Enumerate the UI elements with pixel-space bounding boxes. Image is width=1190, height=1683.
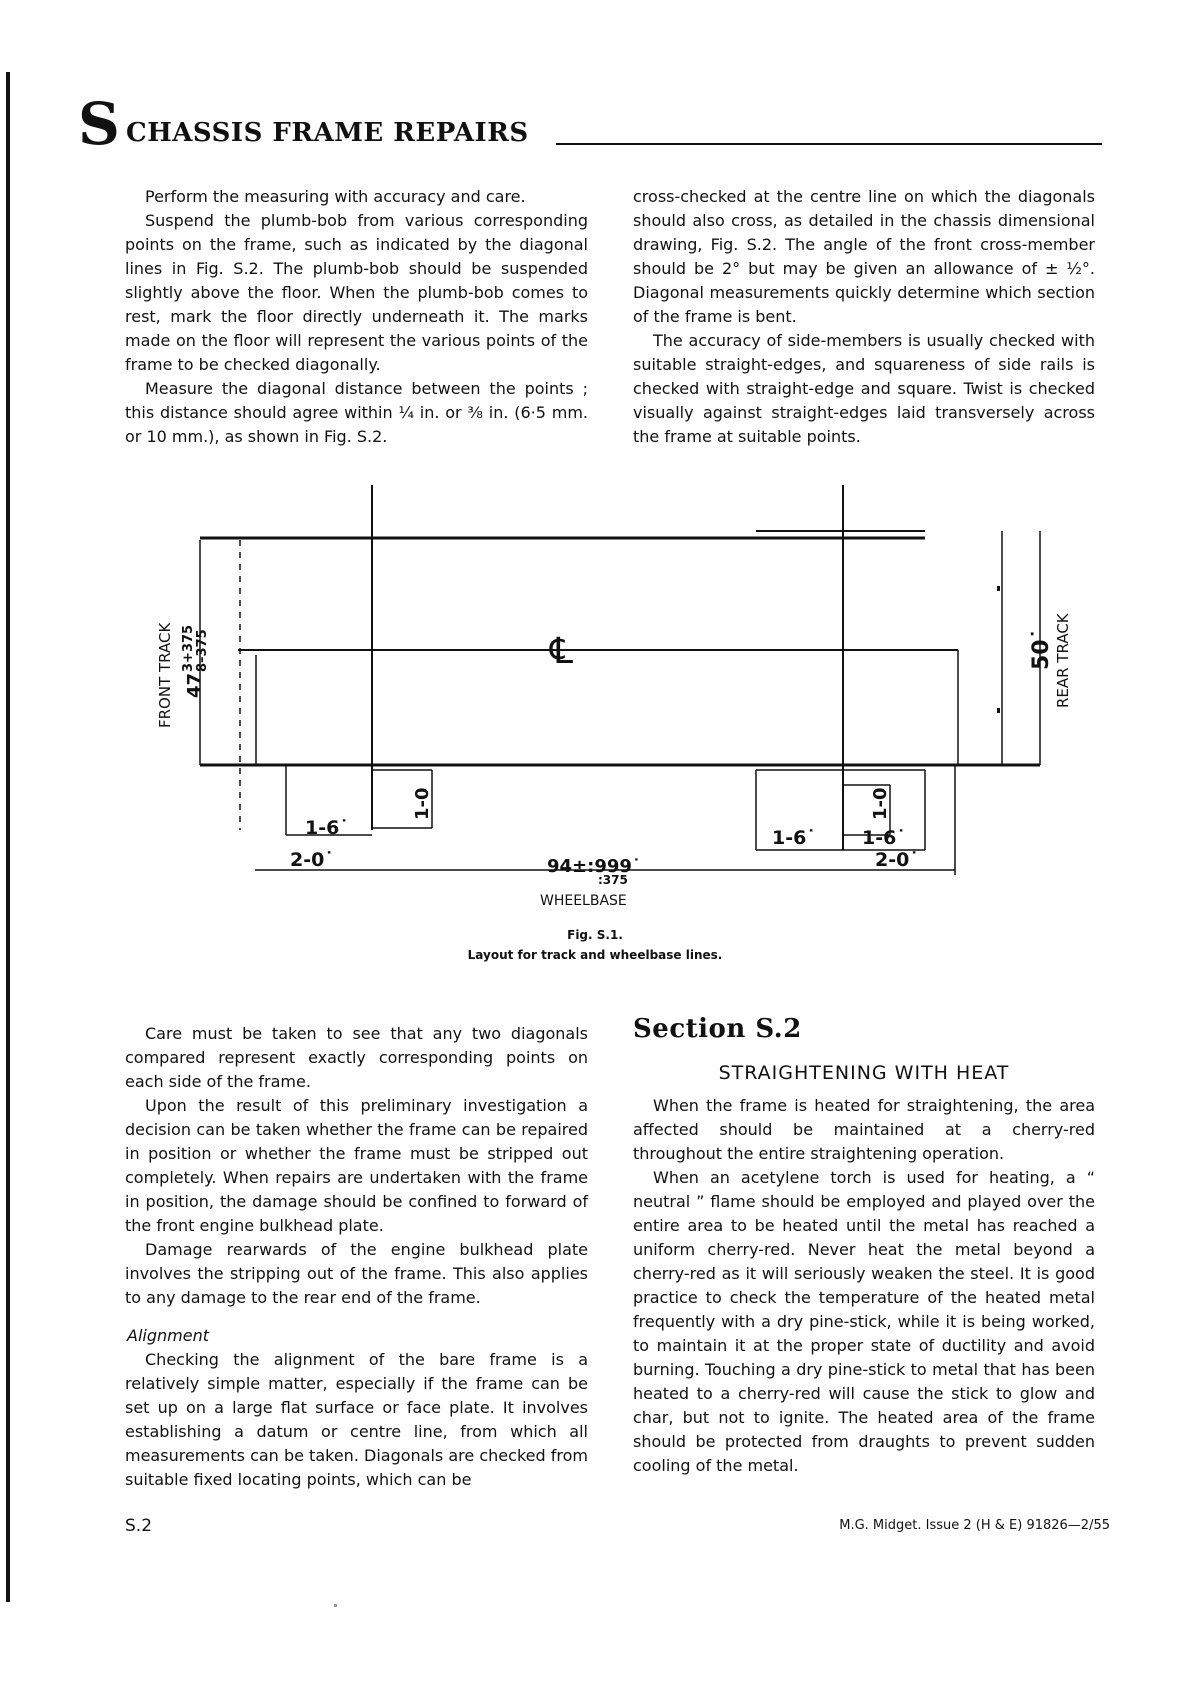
paragraph: Suspend the plumb-bob from various corresponding points on the frame, such as indicated by the diagonal lines in Fig. S.2. The plumb-bob should be suspended slightly above the floor. When the plumb-bob comes to rest, mark the floor directly underneath it. The marks made on the floor will represent the various points of the frame to be checked diagonally. — [125, 211, 588, 374]
track-wheelbase-diagram — [0, 480, 1190, 940]
dim-1ft6-left: 1-6˙ — [305, 817, 349, 839]
centre-line-symbol: ℄ — [550, 631, 574, 672]
rear-track-value: 50˙ — [1029, 628, 1054, 670]
section-letter: S — [78, 90, 120, 158]
paragraph: Checking the alignment of the bare frame is a relatively simple matter, especially if the frame can be set up on a large flat surface or face plate. It involves establishing a datum or centre line, from which all measurements can be taken. Diagonals are checked from suitable fixed locating points, which can be — [125, 1350, 588, 1489]
rear-tick-mark — [997, 586, 1000, 591]
paragraph: When the frame is heated for straightening, the area affected should be maintained at a cherry-red throughout the entire straightening operation. — [633, 1096, 1095, 1163]
rear-tick-mark — [997, 708, 1000, 713]
bottom-right-column — [633, 1012, 1095, 1478]
header-rule — [556, 143, 1102, 145]
top-right-column — [633, 185, 1095, 449]
figure-caption: Layout for track and wheelbase lines. — [467, 948, 723, 962]
paragraph: Damage rearwards of the engine bulkhead plate involves the stripping out of the frame. This also applies to any damage to the rear end of the frame. — [125, 1240, 588, 1307]
dim-1ft6-right-b: 1-6˙ — [862, 827, 906, 849]
wheelbase-label: WHEELBASE — [540, 893, 627, 909]
paragraph: Measure the diagonal distance between the points ; this distance should agree within ¼ in. or ⅜ in. (6·5 mm. or 10 mm.), as shown in Fig. S.2. — [125, 379, 588, 446]
section-subtitle: STRAIGHTENING WITH HEAT — [718, 1062, 1010, 1084]
diagram-svg — [0, 480, 1190, 940]
dim-2ft-right: 2-0˙ — [875, 849, 919, 871]
paragraph: Care must be taken to see that any two diagonals compared represent exactly corresponding points on each side of the frame. — [125, 1024, 588, 1091]
paragraph: When an acetylene torch is used for heating, a “ neutral ” flame should be employed and played over the entire area to be heated until the metal has reached a uniform cherry-red. Never heat the metal beyond a cherry-red as it will seriously weaken the steel. It is good practice to check the temperature of the heated metal frequently with a dry pine-stick, while it is being worked, to maintain it at the proper state of ductility and avoid burning. Touching a dry pine-stick to metal that has been heated to a cherry-red will cause the stick to glow and char, but not to ignite. The heated area of the frame should be protected from draughts to prevent sudden cooling of the metal. — [633, 1168, 1095, 1475]
page-number: S.2 — [125, 1516, 153, 1536]
paragraph: cross-checked at the centre line on which the diagonals should also cross, as detailed in the chassis dimensional drawing, Fig. S.2. The angle of the front cross-member should be 2° but may be given an allowance of ± ½°. Diagonal measurements quickly determine which section of the frame is bent. — [633, 187, 1095, 326]
dim-2ft-left: 2-0˙ — [290, 849, 334, 871]
figure-number: Fig. S.1. — [567, 928, 623, 942]
page-header — [78, 92, 1102, 162]
front-track-label: FRONT TRACK — [156, 622, 174, 728]
section-title: Section S.2 — [633, 1014, 802, 1044]
front-track-value: 47 — [184, 672, 205, 698]
front-track-tol-plus: 3+375 — [181, 624, 196, 672]
dim-1ft-right: 1-0 — [870, 787, 891, 820]
front-track-tol-minus: 8–375 — [195, 629, 210, 672]
scan-speck — [334, 1604, 337, 1607]
paragraph: Upon the result of this preliminary investigation a decision can be taken whether the frame can be repaired in position or whether the frame must be stripped out completely. When repairs are undertaken with the frame in position, the damage should be confined to forward of the front engine bulkhead plate. — [125, 1096, 588, 1235]
rear-track-label: REAR TRACK — [1054, 613, 1072, 708]
top-left-column — [125, 185, 588, 449]
wheelbase-tolerance: :375 — [598, 873, 628, 887]
paragraph: Perform the measuring with accuracy and care. — [145, 187, 526, 206]
page-title: CHASSIS FRAME REPAIRS — [126, 118, 529, 148]
dim-1ft-left: 1-0 — [412, 787, 433, 820]
bottom-left-column — [125, 1022, 588, 1492]
alignment-subhead: Alignment — [127, 1326, 209, 1345]
wheelbase-value: 94±:999˙ — [547, 856, 641, 877]
publication-info: M.G. Midget. Issue 2 (H & E) 91826—2/55 — [839, 1518, 1110, 1533]
dim-1ft6-right-a: 1-6˙ — [772, 827, 816, 849]
paragraph: The accuracy of side-members is usually checked with suitable straight-edges, and squareness of side rails is checked with straight-edge and square. Twist is checked visually against straight-edges laid transversely across the frame at suitable points. — [633, 331, 1095, 446]
